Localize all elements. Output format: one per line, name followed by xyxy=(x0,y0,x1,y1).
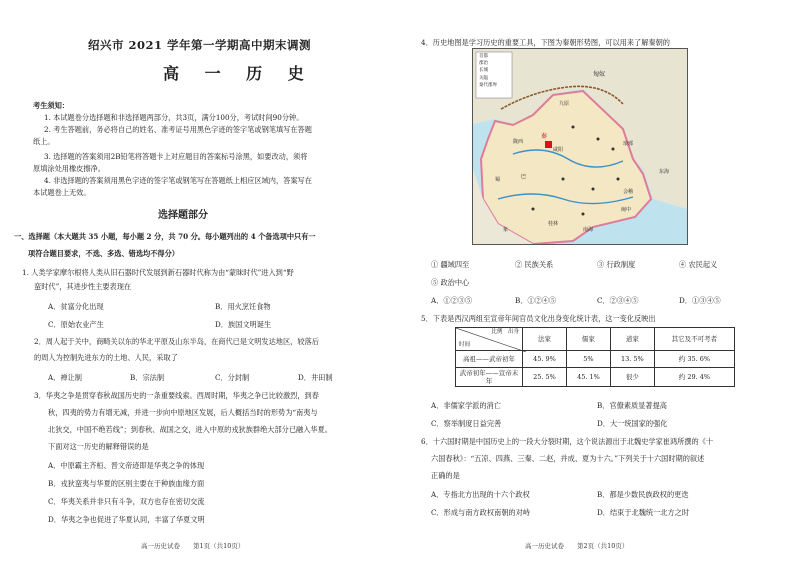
question-6-stem: 正确的是 xyxy=(431,471,460,480)
table-cell: 45. 1% xyxy=(566,368,610,387)
notice-line: 纸上。 xyxy=(33,137,55,146)
q4-statement-1: ① 疆域四至 xyxy=(431,260,470,269)
map-label: 会稽 xyxy=(623,189,634,195)
q6-option-a[interactable]: A．专指北方出现的十六个政权 xyxy=(431,490,530,499)
corner-label-bottom: 时间 xyxy=(459,342,471,349)
question-2-stem: 2．周人起于关中，商畸关以东的华北平原及山东半岛，在商代已是文明发达地区，较落后 xyxy=(34,337,319,346)
notice-line: 1. 本试题卷分选择题和非选择题两部分，共3页，满分100分，考试时间90分钟。 xyxy=(44,113,304,122)
map-label: 咸阳 xyxy=(553,147,564,153)
map-label: 桂林 xyxy=(548,221,559,227)
q6-option-c[interactable]: C．形成与南方政权南朝的对峙 xyxy=(431,508,530,517)
notice-line: 3. 选择题的答案须用2B铅笔将答题卡上对应题目的答案标号涂黑，如要改动，须将 xyxy=(44,152,308,161)
corner-label-top: 比例 出身 xyxy=(491,329,519,335)
table-header: 法家 xyxy=(523,328,567,351)
q4-option-b[interactable]: B．①②④⑤ xyxy=(515,296,557,305)
map-label: 闽中 xyxy=(621,207,632,213)
page-footer: 高一历史试卷 第1页（共10页） xyxy=(141,542,245,550)
map-label: 巴 xyxy=(521,174,527,180)
question-3-stem: 3．华夷之争是贯穿春秋战国历史的一条重要线索。西周时期，华夷之争已比较激烈，到春 xyxy=(34,391,319,400)
question-1-stem: 蛮时代”，其进步性主要表现在 xyxy=(34,282,132,291)
question-6-stem: 六国春秋》：“五凉、四燕、三秦、二赵，并成、夏为十六。”下列关于十六国时期的叙述 xyxy=(431,454,705,463)
q3-option-d[interactable]: D．华夷之争也促进了华夏认同，丰富了华夏文明 xyxy=(48,515,205,524)
subject-title: 高 一 历 史 xyxy=(163,64,314,83)
legend-item: 秦代郡界 xyxy=(479,82,497,88)
q4-option-d[interactable]: D．①③④⑤ xyxy=(679,296,721,305)
notice-line: 本试题卷上无效。 xyxy=(33,188,91,197)
qin-dynasty-map xyxy=(472,48,688,245)
q6-option-d[interactable]: D．结束于北魏统一北方之时 xyxy=(597,508,690,517)
table-cell: 高祖——武帝初年 xyxy=(456,351,523,368)
q3-option-a[interactable]: A．中原霸主齐桓、晋文帝迹即是华夷之争的体现 xyxy=(48,461,205,470)
question-3-stem: 秋，四夷的势力有增无减，并进一步向中原地区发展，后人概括当时的形势为“南夷与 xyxy=(48,408,318,417)
question-4-stem: 4．历史地图是学习历史的重要工具，下图为秦朝形势图，可以用来了解秦朝的 xyxy=(421,38,670,47)
table-cell: 13. 5% xyxy=(610,351,654,368)
page-2 xyxy=(397,0,794,561)
q4-option-a[interactable]: A．①②③⑤ xyxy=(431,296,473,305)
q1-option-d[interactable]: D．族国文明诞生 xyxy=(215,320,272,329)
section-heading: 选择题部分 xyxy=(158,210,208,221)
table-header: 其它及不可考者 xyxy=(654,328,734,351)
question-2-stem: 的周人为控制先进东方的土地、人民，采取了 xyxy=(34,353,178,362)
q1-option-c[interactable]: C．原始农业产生 xyxy=(48,320,104,329)
q4-statement-5: ⑤ 政治中心 xyxy=(431,278,470,287)
map-label: 陇西 xyxy=(513,139,524,145)
q3-option-b[interactable]: B．戎狄蛮夷与华夏的区别主要在于种族血缘方面 xyxy=(48,479,205,488)
map-label: 匈奴 xyxy=(593,71,606,78)
legend-item: 长城 xyxy=(479,68,488,74)
question-3-stem: 北狄交，中国不绝若线”；到春秋、战国之交，进入中原的戎狄族群绝大部分已融入华夏。 xyxy=(48,425,332,434)
notice-heading: 考生须知： xyxy=(33,101,69,110)
legend-item: 郡治 xyxy=(479,61,488,67)
section-instructions: 项符合题目要求，不选、多选、错选均不得分） xyxy=(28,249,179,258)
map-graphic xyxy=(473,49,687,244)
statistics-table xyxy=(455,327,735,387)
map-label: 九原 xyxy=(559,101,570,107)
exam-title: 绍兴市 2021 学年第一学期高中期末调测 xyxy=(88,38,312,52)
capital-marker xyxy=(545,141,552,148)
table-cell: 45. 9% xyxy=(523,351,567,368)
section-instructions: 一、选择题（本大题共 35 小题，每小题 2 分，共 70 分。每小题列出的 4 个备选项中只有一 xyxy=(14,232,316,241)
q2-option-a[interactable]: A．禅让制 xyxy=(48,373,82,382)
q2-option-c[interactable]: C．分封制 xyxy=(215,373,250,382)
legend-item: 首都 xyxy=(479,54,488,59)
table-cell: 25. 5% xyxy=(523,368,567,387)
question-1-stem: 1. 人类学家摩尔根将人类从旧石器时代发展到新石器时代称为由“蒙昧时代”进入到“野 xyxy=(22,268,294,277)
q3-option-c[interactable]: C．华夷关系并非只有斗争，双方也存在密切交流 xyxy=(48,497,205,506)
q4-option-c[interactable]: C．②③④⑤ xyxy=(597,296,639,305)
q1-option-a[interactable]: A．贫富分化出现 xyxy=(48,302,104,311)
q4-statement-4: ④ 农民起义 xyxy=(679,260,718,269)
question-5-stem: 5．下表是西汉两组至宣帝年间官员文化出身变化统计表，这一变化反映出 xyxy=(421,314,656,323)
page-footer: 高一历史试卷 第2页（共10页） xyxy=(525,542,629,550)
map-label: 蜀 xyxy=(495,177,501,183)
map-label: 秦 xyxy=(541,133,548,140)
table-cell: 5% xyxy=(566,351,610,368)
q1-option-b[interactable]: B．用火烹饪食物 xyxy=(215,302,271,311)
question-3-stem: 下面对这一历史的解释错误的是 xyxy=(48,442,149,451)
q2-option-b[interactable]: B．宗法制 xyxy=(130,373,165,382)
table-cell: 约 29. 4% xyxy=(654,368,734,387)
q4-statement-3: ③ 行政制度 xyxy=(597,260,636,269)
notice-line: 2. 考生答题前，务必将自己的姓名、准考证号用黑色字迹的签字笔或钢笔填写在答题 xyxy=(44,125,312,134)
table-header: 儒家 xyxy=(566,328,610,351)
map-label: 东海 xyxy=(659,169,670,175)
table-row xyxy=(456,368,735,387)
q6-option-b[interactable]: B．都是少数民族政权的更迭 xyxy=(597,490,689,499)
legend-item: 关隘 xyxy=(479,75,488,81)
map-label: 南海 xyxy=(583,227,594,233)
table-cell: 很少 xyxy=(610,368,654,387)
table-cell: 约 35. 6% xyxy=(654,351,734,368)
map-label: 琅邪 xyxy=(623,141,634,147)
q4-statement-2: ② 民族关系 xyxy=(515,260,554,269)
q5-option-c[interactable]: C．察举制度日益完善 xyxy=(431,419,502,428)
q5-option-d[interactable]: D．大一统国家的强化 xyxy=(597,419,668,428)
table-header: 道家 xyxy=(610,328,654,351)
table-corner-cell xyxy=(456,328,523,351)
table-cell: 武帝初年——宣帝末年 xyxy=(456,368,523,387)
notice-line: 原填涂处用橡皮擦净。 xyxy=(33,164,105,173)
notice-line: 4. 非选择题的答案须用黑色字迹的签字笔或钢笔写在答题纸上相应区域内，答案写在 xyxy=(44,176,312,185)
question-6-stem: 6．十六国时期是中国历史上的一段大分裂时期，这个说法源出于北魏史学家崔鸿所撰的《十 xyxy=(421,437,714,446)
q2-option-d[interactable]: D．井田制 xyxy=(298,373,333,382)
q5-option-b[interactable]: B．官僚素质显著提高 xyxy=(597,401,667,410)
table-header-row xyxy=(456,328,735,351)
q5-option-a[interactable]: A．非儒家学派的消亡 xyxy=(431,401,501,410)
table-row xyxy=(456,351,735,368)
map-label: 象 xyxy=(503,227,509,233)
